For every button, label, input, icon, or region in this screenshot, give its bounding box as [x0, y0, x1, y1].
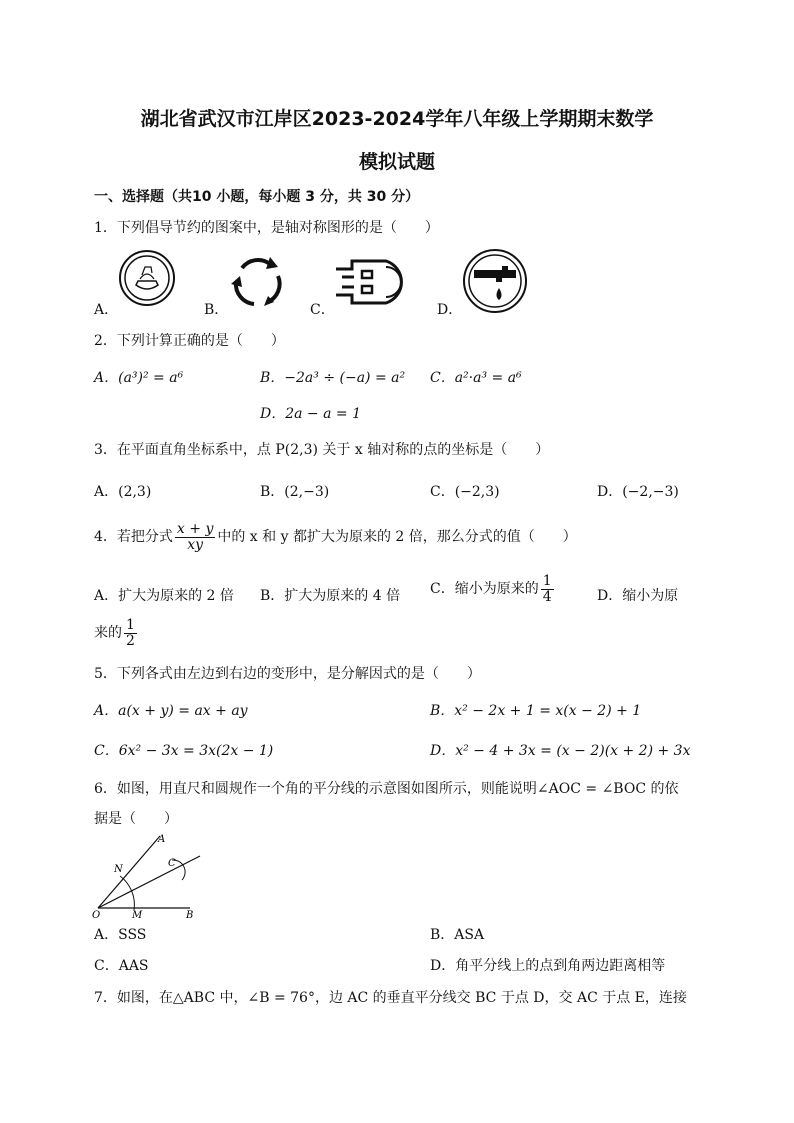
- q6-option-c[interactable]: C．AAS: [94, 958, 149, 974]
- q4-option-c-numerator: 1: [542, 573, 552, 589]
- q4-fraction-numerator: x + y: [176, 521, 214, 537]
- section-heading: 一、选择题（共10 小题，每小题 3 分，共 30 分）: [94, 189, 420, 205]
- power-plug-icon: [334, 257, 408, 307]
- q4-stem-post: 中的 x 和 y 都扩大为原来的 2 倍，那么分式的值（ ）: [217, 529, 577, 546]
- q4-fraction: [175, 522, 215, 552]
- q4-stem-pre: 4．若把分式: [94, 529, 173, 546]
- q4-option-d-denominator: 2: [126, 632, 135, 649]
- q4-option-c[interactable]: [430, 574, 556, 604]
- q2-option-c[interactable]: C．a²·a³ = a⁶: [430, 370, 522, 386]
- q4-option-c-denominator: 4: [542, 588, 552, 605]
- exam-title: 湖北省武汉市江岸区2023-2024学年八年级上学期期末数学: [140, 108, 654, 130]
- q6-stem: 6．如图，用直尺和圆规作一个角的平分线的示意图如图所示，则能说明∠AOC = ∠BOC 的依: [94, 781, 679, 797]
- q6-option-a[interactable]: A．SSS: [94, 927, 147, 943]
- q3-option-b[interactable]: B．(2,−3): [260, 484, 330, 500]
- q6-option-d[interactable]: D．角平分线上的点到角两边距离相等: [430, 958, 666, 974]
- q2-option-b[interactable]: B．−2a³ ÷ (−a) = a²: [260, 370, 406, 386]
- q1-option-a-label: A．: [94, 302, 119, 318]
- label-b: B: [186, 910, 194, 921]
- label-a: A: [158, 834, 166, 845]
- q4-option-a[interactable]: A．扩大为原来的 2 倍: [94, 588, 234, 604]
- exam-subtitle: 模拟试题: [358, 151, 435, 173]
- q6-option-b[interactable]: B．ASA: [430, 927, 485, 943]
- q4-option-d-continued: [94, 618, 139, 648]
- label-o: O: [92, 910, 101, 921]
- q4-option-d-cont-text: 来的: [94, 625, 122, 642]
- q2-stem: 2．下列计算正确的是（ ）: [94, 333, 285, 349]
- q4-option-c-fraction: [541, 574, 554, 604]
- q4-option-d[interactable]: D．缩小为原: [597, 588, 679, 604]
- q1-stem: 1．下列倡导节约的图案中，是轴对称图形的是（ ）: [94, 220, 439, 236]
- label-n: N: [114, 864, 123, 875]
- q4-option-b[interactable]: B．扩大为原来的 4 倍: [260, 588, 401, 604]
- bowl-emblem-icon: [118, 249, 176, 307]
- angle-bisector-figure: [90, 828, 210, 920]
- q7-stem: 7．如图，在△ABC 中，∠B = 76°，边 AC 的垂直平分线交 BC 于点 D，交 AC 于点 E，连接: [94, 990, 687, 1006]
- q3-stem: 3．在平面直角坐标系中，点 P(2,3) 关于 x 轴对称的点的坐标是（ ）: [94, 442, 550, 458]
- ray-oa: [98, 836, 160, 908]
- q6-stem-continued: 据是（ ）: [94, 811, 178, 827]
- q4-option-c-text: C．缩小为原来的: [430, 581, 539, 598]
- q5-option-b[interactable]: B．x² − 2x + 1 = x(x − 2) + 1: [430, 703, 642, 719]
- q4-stem: [94, 522, 577, 552]
- label-c: C: [168, 858, 176, 869]
- q4-fraction-denominator: xy: [187, 536, 204, 553]
- q3-option-a[interactable]: A．(2,3): [94, 484, 152, 500]
- q4-option-d-fraction: [124, 618, 137, 648]
- q5-option-d[interactable]: D．x² − 4 + 3x = (x − 2)(x + 2) + 3x: [430, 743, 691, 759]
- q1-option-c-label: C．: [310, 302, 335, 318]
- q5-option-a[interactable]: A．a(x + y) = ax + ay: [94, 703, 248, 719]
- water-tap-icon: [462, 248, 528, 314]
- label-m: M: [132, 910, 143, 921]
- q5-option-c[interactable]: C．6x² − 3x = 3x(2x − 1): [94, 743, 274, 759]
- q1-option-b-label: B．: [204, 302, 229, 318]
- q4-option-d-numerator: 1: [126, 617, 135, 633]
- q1-option-d-label: D．: [437, 302, 463, 318]
- q2-option-a[interactable]: A．(a³)² = a⁶: [94, 370, 184, 386]
- recycle-arrows-icon: [228, 254, 288, 310]
- q3-option-d[interactable]: D．(−2,−3): [597, 484, 679, 500]
- q5-stem: 5．下列各式由左边到右边的变形中，是分解因式的是（ ）: [94, 666, 481, 682]
- q3-option-c[interactable]: C．(−2,3): [430, 484, 500, 500]
- q2-option-d[interactable]: D．2a − a = 1: [260, 406, 361, 422]
